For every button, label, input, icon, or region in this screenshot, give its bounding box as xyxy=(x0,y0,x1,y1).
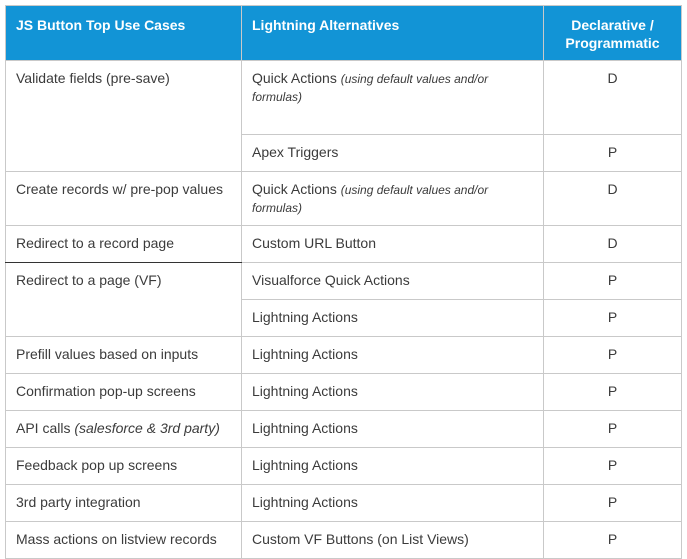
type-cell: P xyxy=(544,448,682,485)
alternative-note: (using default values and/or formulas) xyxy=(252,183,489,215)
alternative-label: Custom VF Buttons (on List Views) xyxy=(252,531,469,547)
use-case-cell: Feedback pop up screens xyxy=(6,448,242,485)
type-cell: P xyxy=(544,374,682,411)
alternative-label: Quick Actions xyxy=(252,181,337,197)
alternative-cell xyxy=(242,300,544,337)
alternative-cell xyxy=(242,226,544,263)
alternative-cell xyxy=(242,485,544,522)
use-case-cell: Prefill values based on inputs xyxy=(6,337,242,374)
use-case-label: API calls xyxy=(16,420,71,436)
alternative-cell xyxy=(242,61,544,135)
table-row xyxy=(6,172,682,226)
type-cell: P xyxy=(544,135,682,172)
type-cell: D xyxy=(544,61,682,135)
type-cell: P xyxy=(544,522,682,559)
use-case-cell: 3rd party integration xyxy=(6,485,242,522)
use-case-note: (salesforce & 3rd party) xyxy=(74,420,220,436)
alternative-note: (using default values and/or formulas) xyxy=(252,72,489,104)
table-row xyxy=(6,61,682,135)
use-case-cell xyxy=(6,411,242,448)
table-row xyxy=(6,411,682,448)
use-case-cell: Validate fields (pre-save) xyxy=(6,61,242,172)
alternative-cell xyxy=(242,411,544,448)
header-alternatives: Lightning Alternatives xyxy=(242,6,544,61)
table-row xyxy=(6,374,682,411)
header-row xyxy=(6,6,682,61)
use-case-cell: Redirect to a page (VF) xyxy=(6,263,242,337)
alternative-cell xyxy=(242,374,544,411)
header-type: Declarative / Programmatic xyxy=(544,6,682,61)
alternative-cell xyxy=(242,135,544,172)
alternative-cell xyxy=(242,337,544,374)
table-row xyxy=(6,226,682,263)
alternative-label: Lightning Actions xyxy=(252,383,358,399)
type-cell: P xyxy=(544,411,682,448)
table-row xyxy=(6,263,682,300)
use-case-cell: Redirect to a record page xyxy=(6,226,242,263)
use-case-cell: Mass actions on listview records xyxy=(6,522,242,559)
alternative-label: Visualforce Quick Actions xyxy=(252,272,410,288)
alternative-cell xyxy=(242,522,544,559)
alternative-label: Lightning Actions xyxy=(252,457,358,473)
alternative-cell xyxy=(242,172,544,226)
header-use-cases: JS Button Top Use Cases xyxy=(6,6,242,61)
type-cell: P xyxy=(544,263,682,300)
alternative-label: Lightning Actions xyxy=(252,346,358,362)
use-cases-table xyxy=(5,5,682,559)
alternative-label: Apex Triggers xyxy=(252,144,339,160)
alternative-label: Lightning Actions xyxy=(252,309,358,325)
alternative-label: Lightning Actions xyxy=(252,420,358,436)
alternative-label: Quick Actions xyxy=(252,70,337,86)
use-case-cell: Confirmation pop-up screens xyxy=(6,374,242,411)
type-cell: D xyxy=(544,172,682,226)
alternative-label: Custom URL Button xyxy=(252,235,376,251)
type-cell: P xyxy=(544,485,682,522)
alternative-cell xyxy=(242,448,544,485)
use-case-cell: Create records w/ pre-pop values xyxy=(6,172,242,226)
type-cell: D xyxy=(544,226,682,263)
table-row xyxy=(6,522,682,559)
alternative-label: Lightning Actions xyxy=(252,494,358,510)
type-cell: P xyxy=(544,337,682,374)
table-row xyxy=(6,337,682,374)
table-row xyxy=(6,485,682,522)
alternative-cell xyxy=(242,263,544,300)
table-row xyxy=(6,448,682,485)
type-cell: P xyxy=(544,300,682,337)
